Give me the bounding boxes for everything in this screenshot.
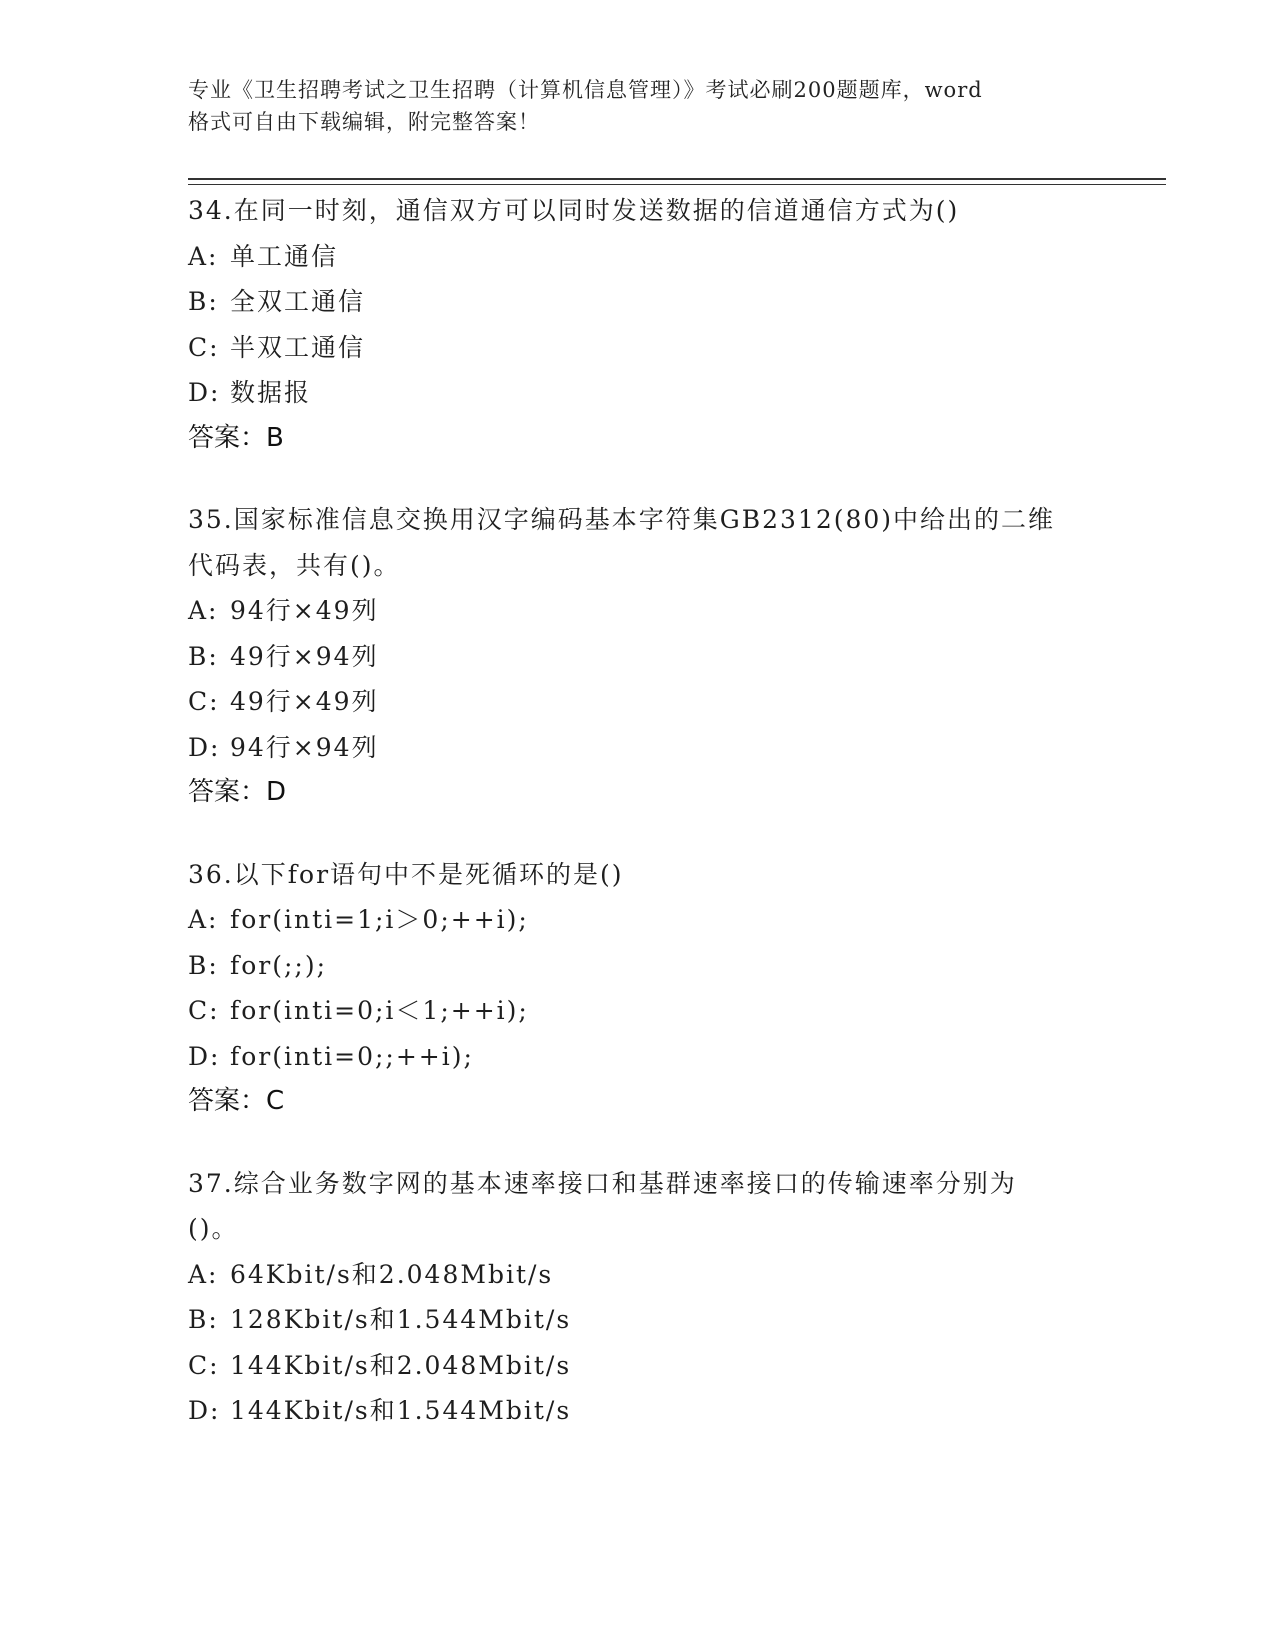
option-row: [188, 897, 1178, 943]
answer-line: [188, 1079, 1178, 1125]
option-text: 单工通信: [230, 241, 339, 271]
header-line-2: 格式可自由下载编辑，附完整答案！: [188, 110, 540, 134]
header-divider-thick: [188, 178, 1166, 180]
option-letter: C:: [188, 996, 220, 1025]
option-text: 全双工通信: [230, 287, 366, 316]
option-text: 144Kbit/s和1.544Mbit/s: [230, 1396, 572, 1425]
option-row: [188, 588, 1178, 634]
question-block: [188, 1161, 1178, 1434]
answer-label: 答案：: [188, 1086, 267, 1116]
option-text: 94行×49列: [230, 596, 379, 625]
question-text: 代码表，共有()。: [188, 550, 401, 580]
option-text: 144Kbit/s和2.048Mbit/s: [230, 1350, 572, 1380]
option-row: [188, 679, 1178, 725]
option-letter: B:: [188, 950, 219, 980]
answer-value: B: [266, 422, 284, 453]
option-row: [188, 370, 1178, 416]
option-letter: A:: [188, 596, 219, 625]
header-divider-thin: [188, 184, 1166, 185]
option-row: [188, 988, 1178, 1034]
answer-line: [188, 416, 1178, 462]
option-letter: C:: [188, 332, 220, 362]
question-text: 36.以下for语句中不是死循环的是(): [188, 859, 624, 889]
option-letter: D:: [188, 1396, 221, 1425]
option-text: for(inti=0;;++i);: [230, 1041, 474, 1071]
answer-value: C: [266, 1086, 285, 1116]
answer-label: 答案：: [188, 422, 267, 453]
option-row: [188, 943, 1178, 989]
option-row: [188, 1343, 1178, 1389]
question-text: 34.在同一时刻，通信双方可以同时发送数据的信道通信方式为(): [188, 196, 960, 225]
option-row: [188, 279, 1178, 325]
question-block: [188, 188, 1178, 461]
answer-value: D: [266, 777, 287, 807]
answer-line: [188, 770, 1178, 816]
question-text: 37.综合业务数字网的基本速率接口和基群速率接口的传输速率分别为: [188, 1168, 1017, 1198]
option-row: [188, 325, 1178, 371]
option-row: [188, 1388, 1178, 1434]
header-line-1: 专业《卫生招聘考试之卫生招聘（计算机信息管理）》考试必刷200题题库，word: [188, 78, 983, 102]
option-text: for(inti=0;i＜1;++i);: [230, 996, 529, 1025]
option-text: 49行×49列: [230, 687, 379, 716]
option-text: 49行×94列: [230, 641, 379, 671]
option-text: for(inti=1;i＞0;++i);: [230, 905, 529, 934]
option-letter: C:: [188, 687, 220, 716]
option-letter: B:: [188, 287, 219, 316]
option-letter: C:: [188, 1350, 220, 1380]
option-row: [188, 1034, 1178, 1080]
option-text: 64Kbit/s和2.048Mbit/s: [230, 1259, 554, 1289]
question-block: [188, 852, 1178, 1125]
option-text: 半双工通信: [230, 332, 366, 362]
option-letter: D:: [188, 378, 221, 407]
question-text: 35.国家标准信息交换用汉字编码基本字符集GB2312(80)中给出的二维: [188, 505, 1056, 534]
option-row: [188, 634, 1178, 680]
question-text: ()。: [188, 1214, 239, 1243]
option-letter: A:: [188, 1259, 219, 1289]
option-letter: B:: [188, 641, 219, 671]
option-letter: B:: [188, 1305, 219, 1334]
option-text: 数据报: [230, 378, 312, 407]
option-text: for(;;);: [230, 950, 328, 980]
option-row: [188, 725, 1178, 771]
answer-label: 答案：: [188, 777, 267, 807]
option-text: 128Kbit/s和1.544Mbit/s: [230, 1305, 572, 1334]
question-list: [188, 188, 1178, 1470]
option-row: [188, 1297, 1178, 1343]
option-letter: D:: [188, 1041, 221, 1071]
document-header: [188, 74, 1088, 138]
option-text: 94行×94列: [230, 732, 379, 762]
option-letter: A:: [188, 905, 219, 934]
option-row: [188, 234, 1178, 280]
option-letter: D:: [188, 732, 221, 762]
option-letter: A:: [188, 241, 219, 271]
question-block: [188, 497, 1178, 816]
option-row: [188, 1252, 1178, 1298]
